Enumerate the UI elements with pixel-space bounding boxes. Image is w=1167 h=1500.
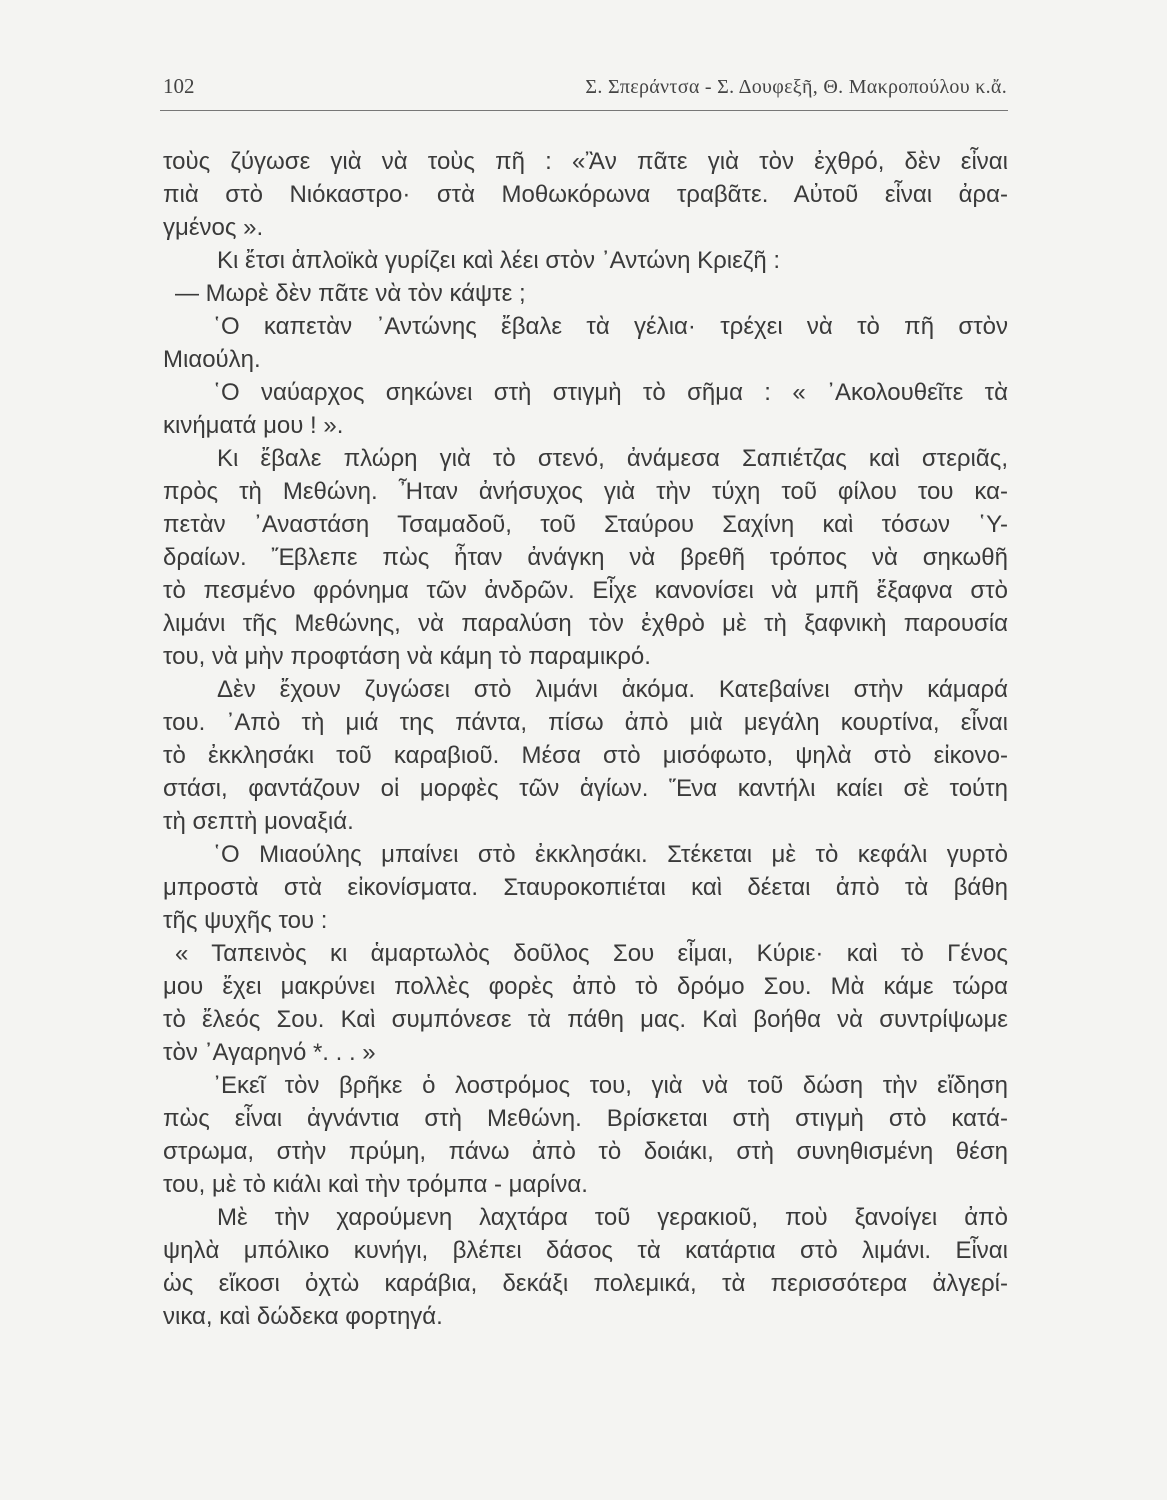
text-line: του, μὲ τὸ κιάλι καὶ τὴν τρόμπα - μαρίνα. xyxy=(163,1171,588,1198)
text-line: ῾Ο ναύαρχος σηκώνει στὴ στιγμὴ τὸ σῆμα : « ᾽Ακολουθεῖτε τὰ xyxy=(213,379,1008,406)
page-number: 102 xyxy=(163,74,195,98)
text-line: τὸν ᾽Αγαρηνό *. . . » xyxy=(163,1039,376,1066)
text-line: ὡς εἴκοσι ὀχτὼ καράβια, δεκάξι πολεμικά, τὰ περισσότερα ἀλγερί- xyxy=(163,1270,1008,1297)
text-line: μου ἔχει μακρύνει πολλὲς φορὲς ἀπὸ τὸ δρόμο Σου. Μὰ κάμε τώρα xyxy=(163,973,1008,1000)
text-line: γμένος ». xyxy=(163,214,264,241)
text-line: τὴ σεπτὴ μοναξιά. xyxy=(163,808,354,835)
text-line: Δὲν ἔχουν ζυγώσει στὸ λιμάνι ἀκόμα. Κατεβαίνει στὴν κάμαρά xyxy=(217,676,1008,703)
text-line: Κι ἔβαλε πλώρη γιὰ τὸ στενό, ἀνάμεσα Σαπιέτζας καὶ στεριᾶς, xyxy=(217,445,1008,472)
text-line: τὸ πεσμένο φρόνημα τῶν ἀνδρῶν. Εἶχε κανονίσει νὰ μπῆ ἔξαφνα στὸ xyxy=(163,577,1008,604)
text-line: Κι ἔτσι ἁπλοϊκὰ γυρίζει καὶ λέει στὸν ᾽Αντώνη Κριεζῆ : xyxy=(217,247,781,274)
text-line: νικα, καὶ δώδεκα φορτηγά. xyxy=(163,1303,443,1330)
text-line: — Μωρὲ δὲν πᾶτε νὰ τὸν κάψτε ; xyxy=(175,280,526,307)
text-line: ῾Ο καπετὰν ᾽Αντώνης ἔβαλε τὰ γέλια· τρέχει νὰ τὸ πῆ στὸν xyxy=(213,313,1008,340)
text-line: τοὺς ζύγωσε γιὰ νὰ τοὺς πῆ : «Ἂν πᾶτε γιὰ τὸν ἐχθρό, δὲν εἶναι xyxy=(163,148,1008,175)
text-line: πρὸς τὴ Μεθώνη. Ἦταν ἀνήσυχος γιὰ τὴν τύχη τοῦ φίλου του κα- xyxy=(163,478,1008,505)
body-text xyxy=(163,145,1008,1333)
text-line: στάσι, φαντάζουν οἱ μορφὲς τῶν ἁγίων. Ἕνα καντήλι καίει σὲ τούτη xyxy=(163,775,1008,802)
text-line: τὸ ἐκκλησάκι τοῦ καραβιοῦ. Μέσα στὸ μισόφωτο, ψηλὰ στὸ εἰκονο- xyxy=(163,742,1008,769)
text-line: λιμάνι τῆς Μεθώνης, νὰ παραλύση τὸν ἐχθρὸ μὲ τὴ ξαφνικὴ παρουσία xyxy=(163,610,1008,637)
text-line: δραίων. Ἔβλεπε πὼς ἦταν ἀνάγκη νὰ βρεθῆ τρόπος νὰ σηκωθῆ xyxy=(163,544,1008,571)
text-line: του. ᾽Απὸ τὴ μιά της πάντα, πίσω ἀπὸ μιὰ μεγάλη κουρτίνα, εἶναι xyxy=(163,709,1008,736)
text-line: τῆς ψυχῆς του : xyxy=(163,907,328,934)
text-line: μπροστὰ στὰ εἰκονίσματα. Σταυροκοπιέται καὶ δέεται ἀπὸ τὰ βάθη xyxy=(163,874,1008,901)
text-line: πιὰ στὸ Νιόκαστρο· στὰ Μοθωκόρωνα τραβᾶτε. Αὐτοῦ εἶναι ἀρα- xyxy=(163,181,1008,208)
text-line: του, νὰ μὴν προφτάση νὰ κάμη τὸ παραμικρό. xyxy=(163,643,651,670)
text-line: πετὰν ᾽Αναστάση Τσαμαδοῦ, τοῦ Σταύρου Σαχίνη καὶ τόσων ῾Υ- xyxy=(163,511,1008,538)
header-rule xyxy=(160,110,1008,111)
text-line: Μιαούλη. xyxy=(163,346,261,373)
text-line: ῾Ο Μιαούλης μπαίνει στὸ ἐκκλησάκι. Στέκεται μὲ τὸ κεφάλι γυρτὸ xyxy=(213,841,1008,868)
text-line: κινήματά μου ! ». xyxy=(163,412,344,439)
running-head: Σ. Σπεράντσα - Σ. Δουφεξῆ, Θ. Μακροπούλου κ.ἄ. xyxy=(585,76,1007,98)
text-line: ᾽Εκεῖ τὸν βρῆκε ὁ λοστρόμος του, γιὰ νὰ τοῦ δώση τὴν εἴδηση xyxy=(213,1072,1008,1099)
text-line: πὼς εἶναι ἀγνάντια στὴ Μεθώνη. Βρίσκεται στὴ στιγμὴ στὸ κατά- xyxy=(163,1105,1008,1132)
text-line: στρωμα, στὴν πρύμη, πάνω ἀπὸ τὸ δοιάκι, στὴ συνηθισμένη θέση xyxy=(163,1138,1008,1165)
text-line: « Ταπεινὸς κι ἁμαρτωλὸς δοῦλος Σου εἶμαι, Κύριε· καὶ τὸ Γένος xyxy=(175,940,1008,967)
text-line: τὸ ἔλεός Σου. Καὶ συμπόνεσε τὰ πάθη μας. Καὶ βοήθα νὰ συντρίψωμε xyxy=(163,1006,1008,1033)
text-line: Μὲ τὴν χαρούμενη λαχτάρα τοῦ γερακιοῦ, ποὺ ξανοίγει ἀπὸ xyxy=(217,1204,1008,1231)
text-line: ψηλὰ μπόλικο κυνήγι, βλέπει δάσος τὰ κατάρτια στὸ λιμάνι. Εἶναι xyxy=(163,1237,1008,1264)
